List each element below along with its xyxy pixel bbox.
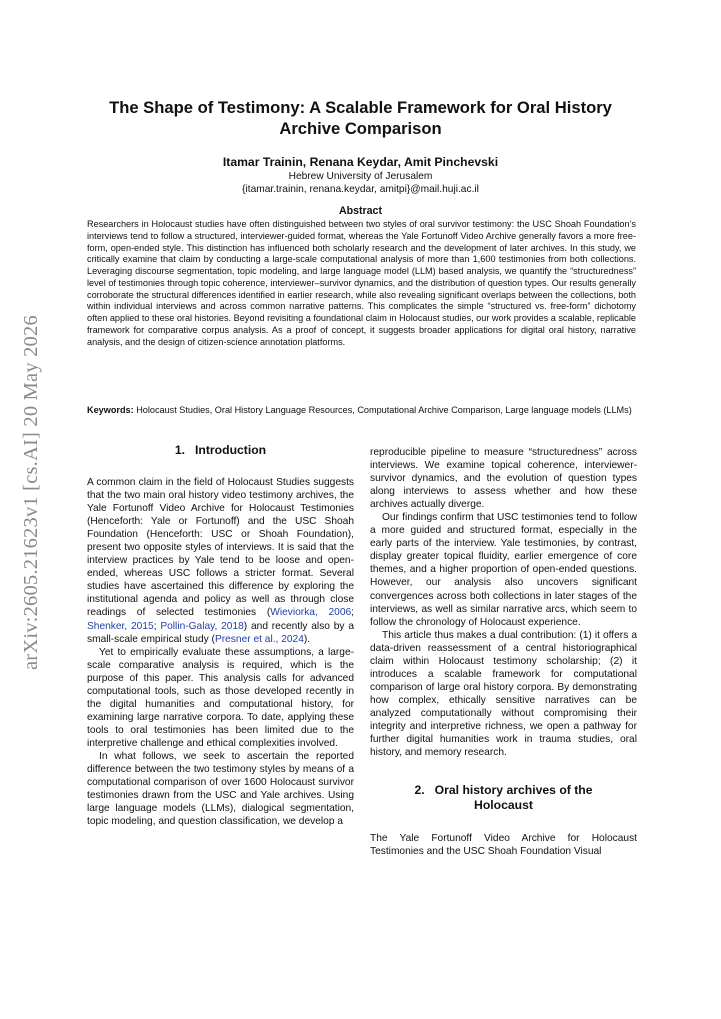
abstract-heading: Abstract: [339, 205, 382, 217]
intro-paragraph-1: [87, 476, 354, 646]
paragraph-text: A common claim in the field of Holocaust Studies suggests that the two main oral history video testimony archives, the Yale Fortunoff Video Archive for Holocaust Testimonies (Henceforth: Yale or Fortunoff) and the USC Shoah Foundation (Henceforth: USC or Shoah Foundation), present two opposite styles of interviews. It is said that the interview practices by Yale tend to be loose and open-ended, whereas USC follows a stricter format. Several studies have ascertained this difference by exploring the institutional agenda and policy as well as through close readings of selected testimonies (: [87, 477, 354, 619]
paper-title: The Shape of Testimony: A Scalable Framework for Oral History Archive Comparison: [109, 98, 612, 138]
citation-presner-2024[interactable]: Presner et al., 2024: [214, 633, 304, 645]
intro-paragraph-4: Our findings confirm that USC testimonies tend to follow a more guided and structured format, especially in the early parts of the interview. Yale testimonies, by contrast, display greater topical fluidity, earlier emergence of core themes, and a higher proportion of open-ended questions. However, our analysis also uncovers significant convergences across both collections in later stages of the interviews, as well as similar narrative arcs, which seem to follow the chronology of Holocaust experience.: [370, 512, 637, 628]
arxiv-identifier: arXiv:2605.21623v1 [cs.AI] 20 May 2026: [20, 315, 42, 670]
abstract-text: Researchers in Holocaust studies have often distinguished between two styles of oral survivor testimony: the USC Shoah Foundation’s interviews tend to follow a structured, interviewer-guided format, whereas the Yale Fortunoff Video Archive generally favors a more free-form, open-ended style. This distinction has influenced both scholarly research and the development of later archives. In this study, we critically examine that claim by conducting a large-scale computational analysis of more than 1,600 testimonies from both collections. Leveraging discourse segmentation, topic modeling, and large language model (LLM) based analysis, we quantify the “structuredness” level of testimonies through topic coherence, interviewer–survivor dynamics, and the distribution of question types. Our results generally corroborate the structural differences identified in earlier research, while also revealing significant overlaps between the collections, both within individual interviews and across common narrative patterns. This complicates the simple “structured vs. free-form” dichotomy often applied to these oral histories. Beyond revisiting a foundational claim in Holocaust studies, our work provides a scalable, replicable framework for comparative corpus analysis. As a proof of concept, it suggests broader applications for digital oral history, narrative analysis, and the design of citizen-science annotation platforms.: [87, 219, 636, 347]
paragraph-text: ) and recently also by a small-scale empirical study (: [87, 620, 354, 645]
intro-paragraph-3-continued: reproducible pipeline to measure “structuredness” across interviews. We examine topical coherence, interviewer-survivor dynamics, and the evolution of question types along interviews to assess whether and how these archives actually diverge.: [370, 447, 637, 511]
archives-paragraph-1: The Yale Fortunoff Video Archive for Holocaust Testimonies and the USC Shoah Foundation Visual: [370, 833, 637, 858]
section-heading-introduction: [87, 443, 354, 458]
author-list: Itamar Trainin, Renana Keydar, Amit Pinchevski: [222, 155, 499, 169]
keywords: [87, 405, 636, 417]
author-emails: {itamar.trainin, renana.keydar, amitpi}@mail.huji.ac.il: [242, 184, 479, 195]
citation-separator: ;: [351, 607, 354, 619]
citation-wieviorka-2006[interactable]: Wieviorka, 2006: [270, 607, 352, 619]
section-number: 2.: [414, 783, 425, 798]
citation-pollin-galay-2018[interactable]: Pollin-Galay, 2018: [160, 620, 244, 632]
section-title: Introduction: [195, 443, 267, 457]
keywords-text: Holocaust Studies, Oral History Language Resources, Computational Archive Comparison, Large language models (LLMs): [133, 405, 632, 415]
intro-paragraph-2: Yet to empirically evaluate these assumptions, a large-scale comparative analysis is required, which is the purpose of this paper. This analysis calls for advanced computational tools, such as those developed recently in the digital humanities and computational history, for examining large narrative corpora. To date, applying these tools to oral testimonies has been limited due to the interpretive challenge and ethical complexities involved.: [87, 646, 354, 749]
section-title: Oral history archives of the Holocaust: [434, 783, 593, 813]
affiliation: Hebrew University of Jerusalem: [288, 171, 433, 182]
paragraph-text: ).: [303, 633, 311, 645]
left-column: [87, 443, 354, 828]
citation-separator: ;: [153, 620, 161, 632]
section-number: 1.: [174, 443, 186, 457]
intro-paragraph-5: This article thus makes a dual contribution: (1) it offers a data-driven reassessment of a central historiographical claim within Holocaust testimony scholarship; (2) it introduces a scalable framework for computational comparison of large oral history corpora. By demonstrating how complex, ethically sensitive narratives can be analyzed computationally without compromising their integrity and interpretive richness, we open a pathway for further digital humanities work in trauma studies, oral history, and memory research.: [370, 629, 637, 759]
intro-paragraph-3: In what follows, we seek to ascertain the reported difference between the two testimony styles by means of a computational comparison of over 1600 Holocaust survivor testimonies drawn from the USC and Yale archives. Using large language models (LLMs), dialogical segmentation, topic modeling, and question classification, we develop a: [87, 750, 354, 828]
section-heading-oral-history-archives: [370, 783, 637, 813]
citation-shenker-2015[interactable]: Shenker, 2015: [87, 620, 154, 632]
right-column: [370, 446, 637, 858]
keywords-label: Keywords:: [87, 405, 134, 415]
